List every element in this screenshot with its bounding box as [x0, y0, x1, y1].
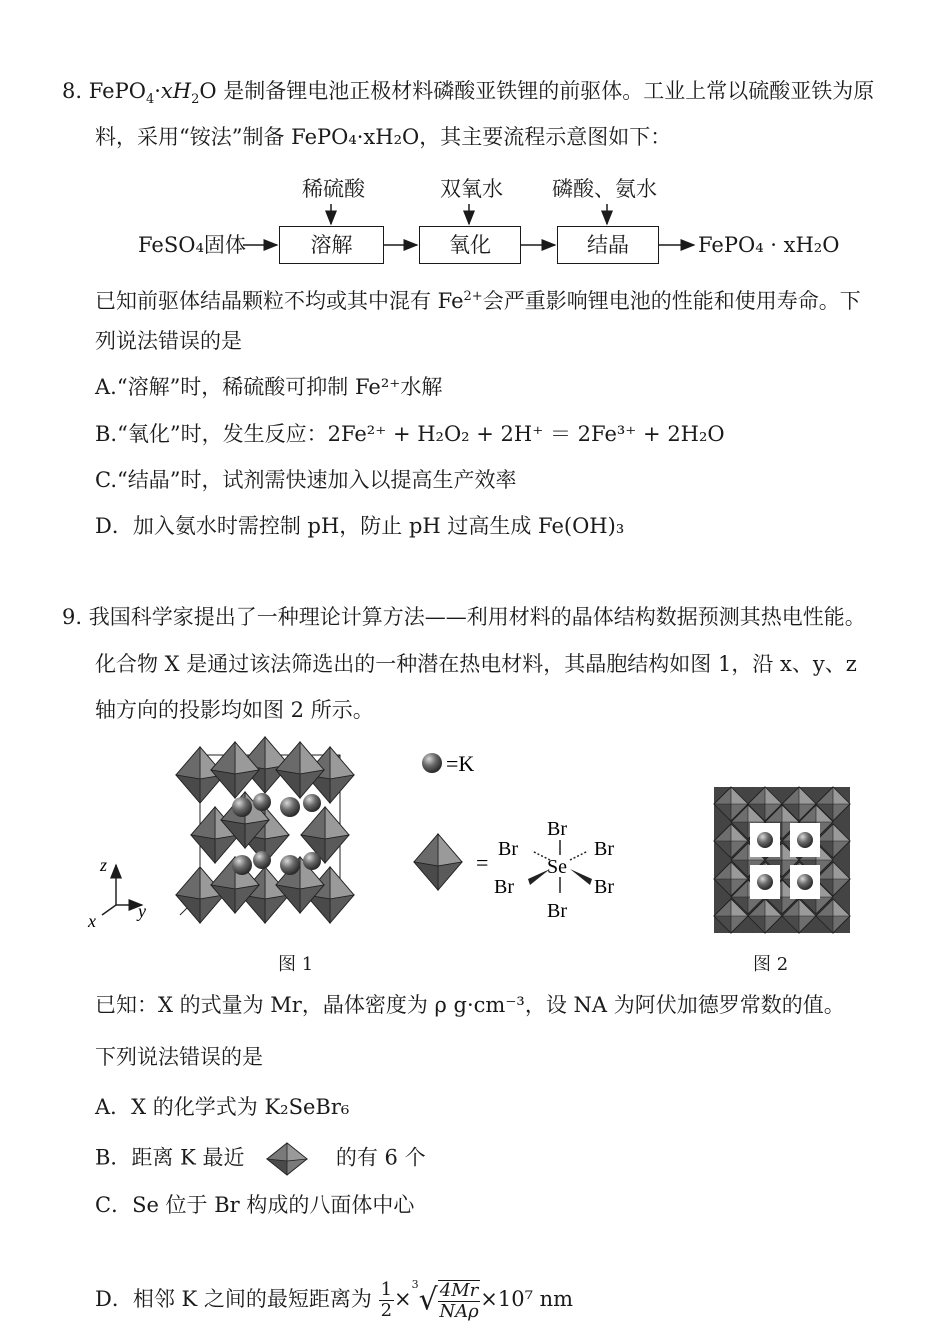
q9-option-a: A．X 的化学式为 K₂SeBr₆ [95, 1095, 350, 1119]
br-bottom: Br [547, 900, 567, 922]
q9-line2: 化合物 X 是通过该法筛选出的一种潜在热电材料，其晶胞结构如图 1，沿 x、y、z [95, 652, 857, 676]
axis-y-label: y [138, 901, 146, 921]
q8-option-a: A.“溶解”时，稀硫酸可抑制 Fe²⁺水解 [95, 375, 443, 399]
se-center: Se [547, 856, 567, 878]
q8-option-b: B.“氧化”时，发生反应：2Fe²⁺ + H₂O₂ + 2H⁺ ＝ 2Fe³⁺ + 2H₂O [95, 422, 725, 446]
q9-number: 9. [62, 605, 83, 629]
q8-number: 8. [62, 79, 83, 103]
q8-formula: $FePO_4\cdot xH_2$ [88, 79, 200, 108]
q8-line2: 料，采用“铵法”制备 FePO₄·xH₂O，其主要流程示意图如下： [95, 125, 672, 149]
q8-text1: O 是制备锂电池正极材料磷酸亚铁锂的前驱体。工业上常以硫酸亚铁为原 [199, 79, 875, 103]
flow-reagent-3: 磷酸、氨水 [552, 177, 657, 201]
q9-known: 已知：X 的式量为 Mr，晶体密度为 ρ g·cm⁻³，设 NA 为阿伏加德罗常数的值。 [95, 993, 845, 1017]
q9-option-d: D．相邻 K 之间的最短距离为 $\frac{1}{2}$ ×$^3$√ $\frac{4Mr}{\text{NAρ}}$ ×10⁷ nm [95, 1278, 574, 1322]
flow-step-crystallize: 结晶 [557, 226, 659, 264]
legend-k-label: =K [446, 751, 475, 776]
octahedron-inline-icon [265, 1141, 309, 1177]
q8-option-c: C.“结晶”时，试剂需快速加入以提高生产效率 [95, 468, 517, 492]
br-upper-left: Br [498, 838, 518, 860]
br-top: Br [547, 818, 567, 840]
octahedron-icon [414, 834, 462, 890]
flow-reagent-2: 双氧水 [440, 177, 503, 201]
k-atom-icon [422, 753, 442, 773]
figure-2-projection [712, 785, 852, 935]
flow-step-oxidize: 氧化 [419, 226, 521, 264]
figure-1-unit-cell [80, 735, 370, 935]
fraction-root: $\frac{4Mr}{\text{NAρ}}$ [439, 1279, 479, 1322]
q9-line3: 轴方向的投影均如图 2 所示。 [95, 698, 374, 722]
q8-note1: 已知前驱体结晶颗粒不均或其中混有 $Fe^{2+}$会严重影响锂电池的性能和使用寿命。下 [95, 289, 861, 313]
figure-1-caption: 图 1 [278, 954, 314, 975]
legend [410, 745, 650, 935]
legend-equals: = [476, 850, 489, 875]
q9-prompt: 下列说法错误的是 [95, 1045, 263, 1069]
fraction-half: $\frac{1}{2}$ [380, 1279, 393, 1321]
q8-line1 [62, 76, 874, 115]
axis-x-label: x [88, 911, 96, 931]
br-lower-left: Br [494, 876, 514, 898]
q9-option-c: C．Se 位于 Br 构成的八面体中心 [95, 1193, 415, 1217]
flow-step-dissolve: 溶解 [279, 226, 384, 264]
q8-note2: 列说法错误的是 [95, 329, 242, 353]
figure-2-caption: 图 2 [753, 954, 789, 975]
flow-reagent-1: 稀硫酸 [302, 177, 365, 201]
q9-line1: 9. 我国科学家提出了一种理论计算方法——利用材料的晶体结构数据预测其热电性能。 [62, 605, 866, 629]
q9-option-b: B．距离 K 最近 的有 6 个 [95, 1141, 426, 1177]
axis-z-label: z [100, 855, 108, 875]
flow-product: FePO₄ · xH₂O [698, 233, 840, 257]
q8-option-d: D．加入氨水时需控制 pH，防止 pH 过高生成 Fe(OH)₃ [95, 514, 625, 538]
br-upper-right: Br [594, 838, 614, 860]
flow-start: FeSO₄固体 [138, 233, 246, 257]
br-lower-right: Br [594, 876, 614, 898]
